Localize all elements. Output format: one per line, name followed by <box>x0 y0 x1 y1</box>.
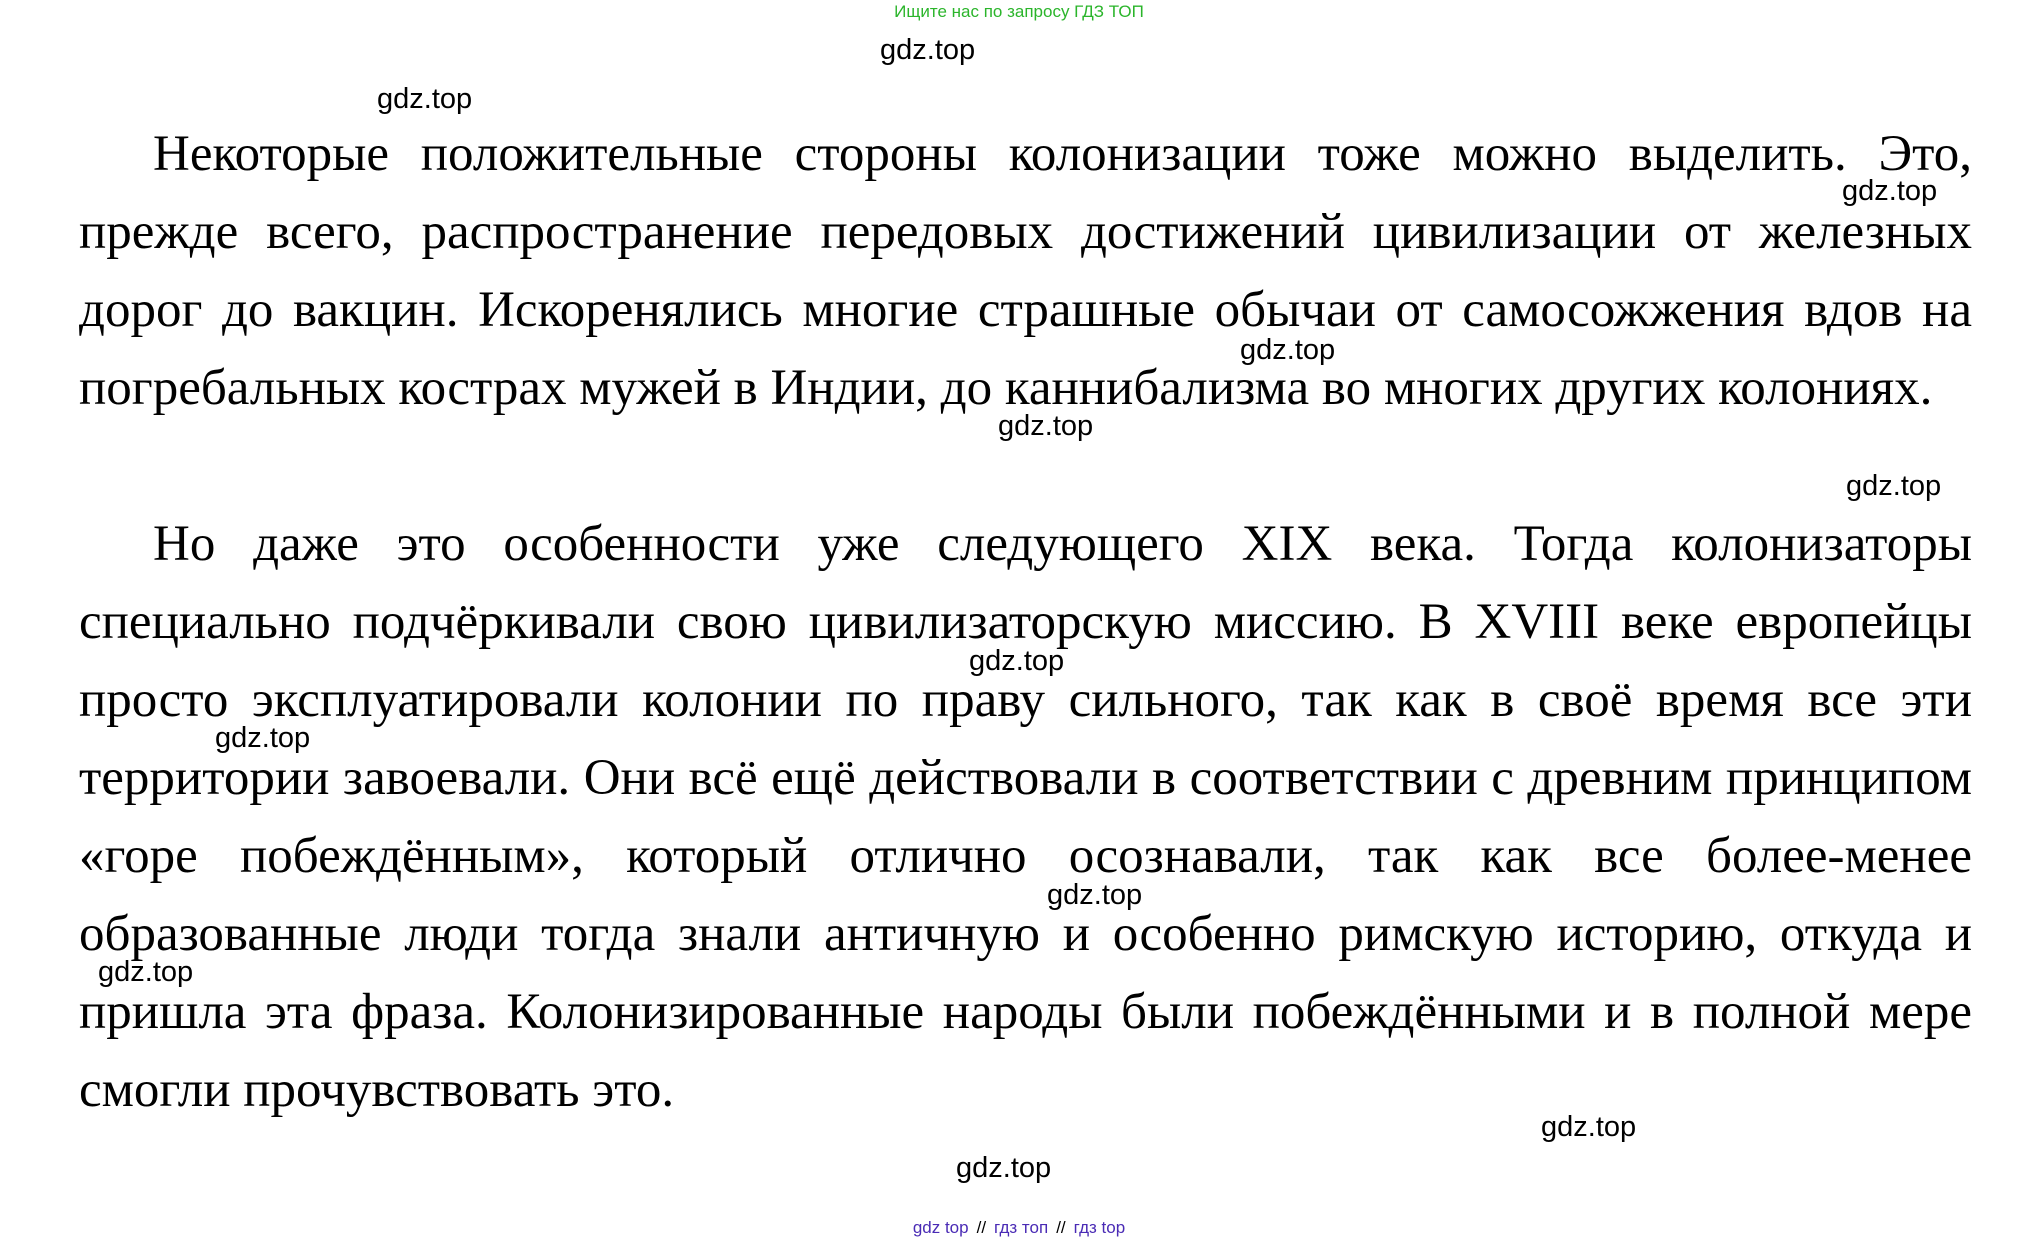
paragraph-1: Некоторые положительные стороны колонизации тоже можно выделить. Это, прежде всего, распространение передовых достижений цивилизации от железных дорог до вакцин. Искоренялись многие страшные обычаи от самосожжения вдов на погребальных кострах мужей в Индии, до каннибализма во многих других колониях. <box>79 126 1972 416</box>
watermark: gdz.top <box>215 722 311 754</box>
footer-separator: // <box>1056 1218 1066 1237</box>
watermark: gdz.top <box>1846 470 1942 502</box>
watermark: gdz.top <box>1541 1111 1637 1143</box>
footer-link-gdz-top-mixed[interactable]: гдз top <box>1073 1218 1126 1237</box>
search-hint: Ищите нас по запросу ГДЗ ТОП <box>894 2 1144 21</box>
watermark: gdz.top <box>377 83 473 115</box>
paragraph-2: Но даже это особенности уже следующего XIX века. Тогда колонизаторы специально подчёркивали свою цивилизаторскую миссию. В XVIII веке европейцы просто эксплуатировали колонии по праву сильного, так как в своё время все эти территории завоевали. Они всё ещё действовали в соответствии с древним принципом «горе побеждённым», который отлично осознавали, так как все более-менее образованные люди тогда знали античную и особенно римскую историю, откуда и пришла эта фраза. Колонизированные народы были побеждёнными и в полной мере смогли прочувствовать это. <box>79 516 1972 1118</box>
watermark: gdz.top <box>998 410 1094 442</box>
watermark: gdz.top <box>98 956 194 988</box>
footer-link-gdz-top-ru[interactable]: гдз топ <box>994 1218 1049 1237</box>
footer-links <box>0 1218 2038 1238</box>
watermark: gdz.top <box>1842 175 1938 207</box>
watermark: gdz.top <box>1240 334 1336 366</box>
footer-link-gdz-top[interactable]: gdz top <box>912 1218 969 1237</box>
watermark: gdz.top <box>956 1152 1052 1184</box>
watermark: gdz.top <box>969 645 1065 677</box>
watermark: gdz.top <box>880 34 976 66</box>
watermark: gdz.top <box>1047 879 1143 911</box>
footer-separator: // <box>976 1218 987 1237</box>
